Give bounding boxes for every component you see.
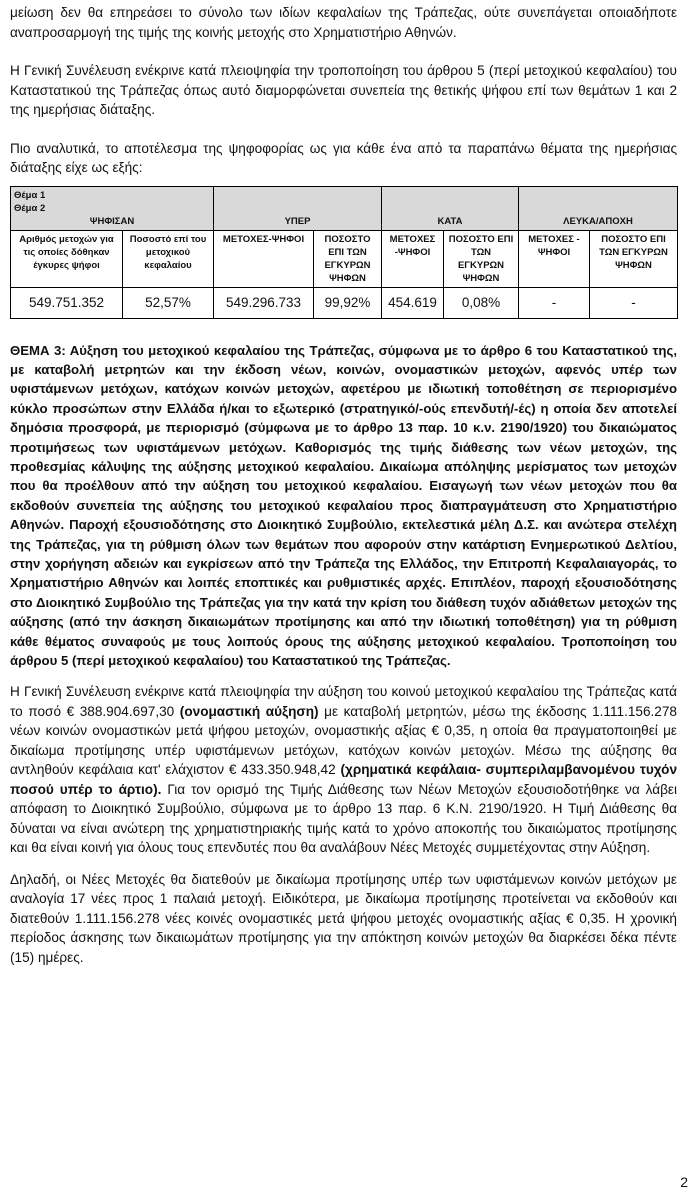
subheader-against-percent: ΠΟΣΟΣΤΟ ΕΠΙ ΤΩΝ ΕΓΚΥΡΩΝ ΨΗΦΩΝ <box>444 230 519 287</box>
value-against-shares: 454.619 <box>382 287 444 318</box>
table-header-blank: ΛΕΥΚΑ/ΑΠΟΧΗ <box>519 186 678 230</box>
table-header-for: ΥΠΕΡ <box>214 186 382 230</box>
value-for-percent: 99,92% <box>314 287 382 318</box>
topic-line-2: Θέμα 2 <box>14 202 46 214</box>
capital-increase-bold-1: (ονομαστική αύξηση) <box>179 703 319 719</box>
value-for-shares: 549.296.733 <box>214 287 314 318</box>
subheader-against-shares: ΜΕΤΟΧΕΣ -ΨΗΦΟΙ <box>382 230 444 287</box>
capital-increase-text-2: με καταβολή μετρητών, μέσω της έκδοσης 1.111.156.278 νέων κοινών ονομαστικών μετά ψήφου μετοχών, ονομαστικής αξίας € 0,35, η οποία θα πραγματοποιηθεί με δικαίωμα προτίμησης υπέρ υφιστάμενων μετόχων, κατόχων κοινών μετοχών. Μέσω της αύξησης θα αντληθούν κεφάλαια κατ' ελάχιστον € 433.350.948,42 <box>10 703 677 778</box>
paragraph-preemption-rights: Δηλαδή, οι Νέες Μετοχές θα διατεθούν με δικαίωμα προτίμησης υπέρ των υφιστάμενων κοινών μετόχων με αναλογία 17 νέες προς 1 παλαιά μετοχή. Ειδικότερα, με δικαίωμα προτίμησης προτείνεται να εκδοθούν και διατεθούν 1.111.156.278 νέες κοινές ονομαστικές μετά ψήφου μετοχές ονομαστικής αξίας € 0,35. Η χρονική περίοδος άσκησης των δικαιωμάτων προτίμησης για την απόκτηση κοινών μετοχών θα διαρκέσει δέκα πέντε (15) ημέρες. <box>10 871 677 965</box>
value-capital-percent: 52,57% <box>123 287 214 318</box>
value-against-percent: 0,08% <box>444 287 519 318</box>
table-group-header-row <box>11 186 678 230</box>
paragraph-amendment-approval: Η Γενική Συνέλευση ενέκρινε κατά πλειοψηφία την τροποποίηση του άρθρου 5 (περί μετοχικού κεφαλαίου) του Καταστατικού της Τράπεζας όπως αυτό διαμορφώνεται συνεπεία της θετικής ψήφου επί των θεμάτων 1 και 2 της ημερήσιας διάταξης. <box>10 63 677 117</box>
subheader-valid-votes: Αριθμός μετοχών για τις οποίες δόθηκαν έγκυρες ψήφοι <box>11 230 123 287</box>
capital-increase-text-3: Για τον ορισμό της Τιμής Διάθεσης των Νέων Μετοχών εξουσιοδοτήθηκε να λάβει απόφαση το Διοικητικό Συμβούλιο, σύμφωνα με το άρθρο 13 παρ. 6 Κ.Ν. 2190/1920. Η Τιμή Διάθεσης θα δύναται να είναι ανώτερη της χρηματιστηριακής τιμής κατά το χρόνο αποκοπής του δικαιώματος προτίμησης και θα είναι κοινή για όλους τους επενδυτές που θα αναλάβουν Νέες Μετοχές συμμετέχοντας στην Αύξηση. <box>10 781 677 856</box>
voting-results-table <box>10 186 678 319</box>
page-number: 2 <box>680 1174 688 1190</box>
table-row <box>11 287 678 318</box>
value-blank-shares: - <box>519 287 590 318</box>
topic-line-1: Θέμα 1 <box>14 189 46 201</box>
value-blank-percent: - <box>590 287 678 318</box>
table-subheader-row <box>11 230 678 287</box>
subheader-for-percent: ΠΟΣΟΣΤΟ ΕΠΙ ΤΩΝ ΕΓΚΥΡΩΝ ΨΗΦΩΝ <box>314 230 382 287</box>
paragraph-vote-intro: Πιο αναλυτικά, το αποτέλεσμα της ψηφοφορίας ως για κάθε ένα από τα παραπάνω θέματα της ημερήσιας διάταξης είχε ως εξής: <box>10 140 677 175</box>
paragraph-continuation: μείωση δεν θα επηρεάσει το σύνολο των ιδίων κεφαλαίων της Τράπεζας, ούτε συνεπάγεται οποιαδήποτε αναπροσαρμογή της τιμής της κοινής μετοχής στο Χρηματιστήριο Αθηνών. <box>10 5 677 40</box>
capital-increase-bold-2: (χρηματικά κεφάλαια- συμπεριλαμβανομένου τυχόν ποσού υπέρ το άρτιο). <box>10 762 678 797</box>
document-page <box>10 0 677 967</box>
table-header-voted <box>11 186 214 230</box>
table-header-against: ΚΑΤΑ <box>382 186 519 230</box>
voted-label: ΨΗΦΙΣΑΝ <box>89 215 135 227</box>
subheader-capital-percent: Ποσοστό επί του μετοχικού κεφαλαίου <box>123 230 214 287</box>
capital-increase-text-1: Η Γενική Συνέλευση ενέκρινε κατά πλειοψηφία την αύξηση του κοινού μετοχικού κεφαλαίου της Τράπεζας κατά το ποσό € 388.904.697,30 <box>10 684 677 719</box>
theme-3-heading: ΘΕΜΑ 3: Αύξηση του μετοχικού κεφαλαίου της Τράπεζας, σύμφωνα με το άρθρο 6 του Καταστατικού της, με καταβολή μετρητών και την έκδοση νέων, κοινών, ονομαστικών μετοχών, αφενός υπέρ των υφιστάμενων μετόχων, κατόχων κοινών μετοχών, αφετέρου με ιδιωτική τοποθέτηση σε περιορισμένο κύκλο προσώπων στην Ελλάδα ή/και το εξωτερικό (στρατηγικό/-ούς επενδυτή/-ές) η οποία δεν αποτελεί δημόσια προσφορά, με περιορισμό (σύμφωνα με το άρθρο 13 παρ. 10 κ.ν. 2190/1920) του δικαιώματος προτιμήσεως των υφιστάμενων μετόχων. Καθορισμός της τιμής διάθεσης των νέων μετοχών, της προθεσμίας κάλυψης της αύξησης μετοχικού κεφαλαίου. Δικαίωμα απόληψης μερίσματος των μετοχών που θα προέλθουν από την αύξηση του μετοχικού κεφαλαίου. Εισαγωγή των νέων μετοχών που θα εκδοθούν συνεπεία της αύξησης του μετοχικού κεφαλαίου προς διαπραγμάτευση στο Χρηματιστήριο Αθηνών. Παροχή εξουσιοδότησης στο Διοικητικό Συμβούλιο, εκτελεστικά μέλη Δ.Σ. και ανώτερα στελέχη της Τράπεζας, για τη ρύθμιση όλων των θεμάτων που αφορούν στην κατάρτιση Ενημερωτικού Δελτίου, στην χορήγηση αδειών και εγκρίσεων από την Τράπεζα της Ελλάδος, την Επιτροπή Κεφαλαιαγοράς, το Χρηματιστήριο Αθηνών και λοιπές εποπτικές και ρυθμιστικές αρχές. Επιπλέον, παροχή εξουσιοδότησης στο Διοικητικό Συμβούλιο της Τράπεζας για την κατά την κρίση του διάθεση τυχόν αδιάθετων μετοχών της αύξησης (από την άσκηση δικαιωμάτων προτίμησης και από την ιδιωτική τοποθέτηση) για τη ρύθμιση κάθε θέματος συναφούς με τους λοιπούς όρους της αύξησης μετοχικού κεφαλαίου. Τροποποίηση του άρθρου 5 (περί μετοχικού κεφαλαίου) του Καταστατικού της Τράπεζας. <box>10 342 677 668</box>
subheader-blank-percent: ΠΟΣΟΣΤΟ ΕΠΙ ΤΩΝ ΕΓΚΥΡΩΝ ΨΗΦΩΝ <box>590 230 678 287</box>
value-valid-votes: 549.751.352 <box>11 287 123 318</box>
paragraph-capital-increase <box>10 682 677 858</box>
subheader-for-shares: ΜΕΤΟΧΕΣ-ΨΗΦΟΙ <box>214 230 314 287</box>
subheader-blank-shares: ΜΕΤΟΧΕΣ - ΨΗΦΟΙ <box>519 230 590 287</box>
